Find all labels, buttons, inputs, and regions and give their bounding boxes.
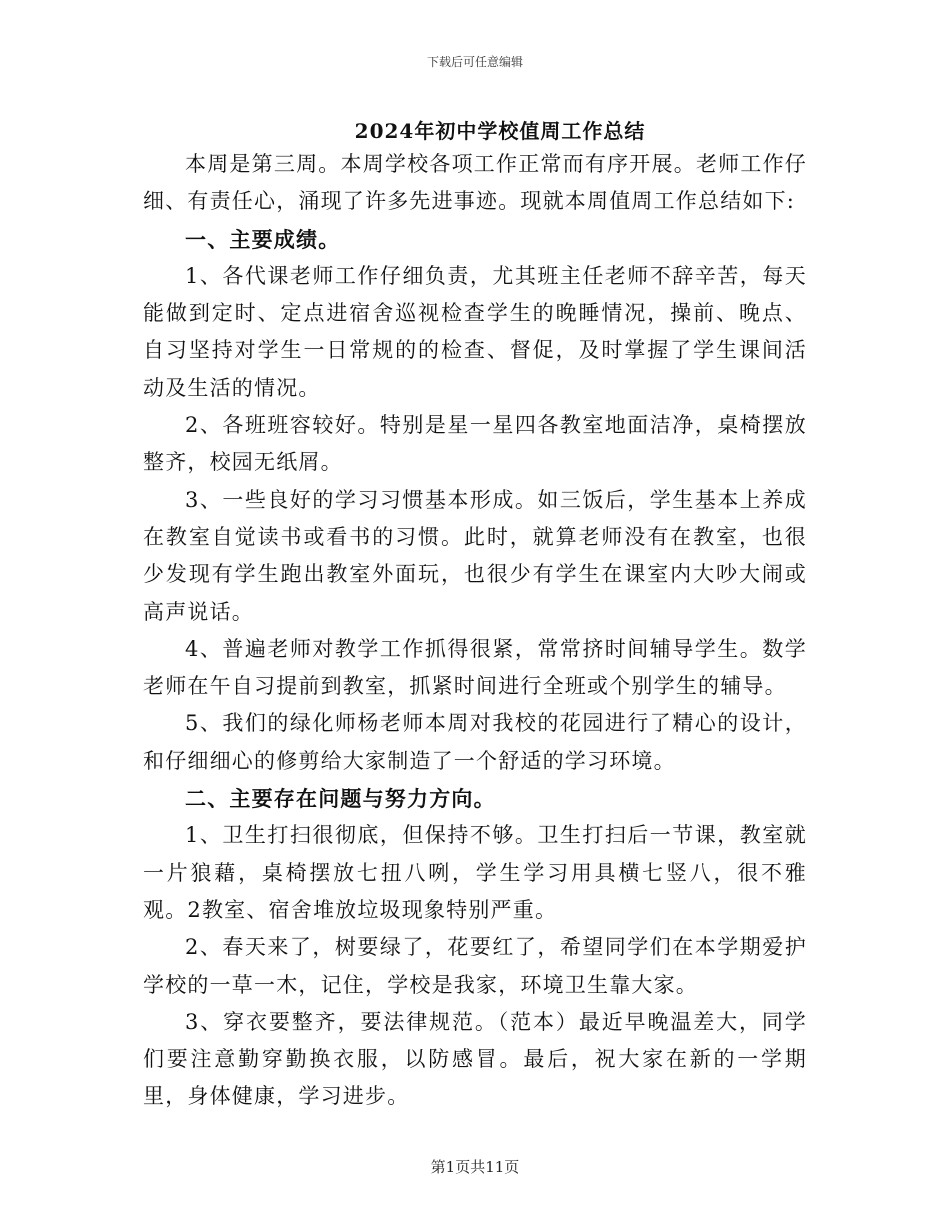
- achievement-item: 1、各代课老师工作仔细负责，尤其班主任老师不辞辛苦，每天能做到定时、定点进宿舍巡视检查学生的晚睡情况，操前、晚点、自习坚持对学生一日常规的的检查、督促，及时掌握了学生课间活动及生活的情况。: [143, 263, 807, 400]
- document-title: 2024年初中学校值周工作总结: [354, 119, 646, 143]
- problem-item: 2、春天来了，树要绿了，花要红了，希望同学们在本学期爱护学校的一草一木，记住，学校是我家，环境卫生靠大家。: [143, 935, 807, 997]
- problem-item: 1、卫生打扫很彻底，但保持不够。卫生打扫后一节课，教室就一片狼藉，桌椅摆放七扭八咧，学生学习用具横七竖八，很不雅观。2教室、宿舍堆放垃圾现象特别严重。: [143, 823, 807, 922]
- achievement-item: 4、普遍老师对教学工作抓得很紧，常常挤时间辅导学生。数学老师在午自习提前到教室，抓紧时间进行全班或个别学生的辅导。: [143, 636, 807, 699]
- intro-paragraph: 本周是第三周。本周学校各项工作正常而有序开展。老师工作仔细、有责任心，涌现了许多先进事迹。现就本周值周工作总结如下:: [143, 152, 807, 214]
- header-note: 下载后可任意编辑: [426, 55, 523, 69]
- section-heading-achievements: 一、主要成绩。: [185, 226, 341, 252]
- section-heading-problems: 二、主要存在问题与努力方向。: [185, 786, 496, 812]
- page-footer: 第1页共11页: [430, 1158, 520, 1176]
- achievement-item: 2、各班班容较好。特别是星一星四各教室地面洁净，桌椅摆放整齐，校园无纸屑。: [143, 413, 807, 475]
- problem-item: 3、穿衣要整齐，要法律规范。（范本）最近早晚温差大，同学们要注意勤穿勤换衣服，以防感冒。最后，祝大家在新的一学期里，身体健康，学习进步。: [143, 1009, 807, 1109]
- achievement-item: 5、我们的绿化师杨老师本周对我校的花园进行了精心的设计，和仔细细心的修剪给大家制造了一个舒适的学习环境。: [143, 711, 807, 773]
- achievement-item: 3、一些良好的学习习惯基本形成。如三饭后，学生基本上养成在教室自觉读书或看书的习惯。此时，就算老师没有在教室，也很少发现有学生跑出教室外面玩，也很少有学生在课室内大吵大闹或高声说话。: [143, 487, 807, 624]
- document-body: [143, 146, 807, 1116]
